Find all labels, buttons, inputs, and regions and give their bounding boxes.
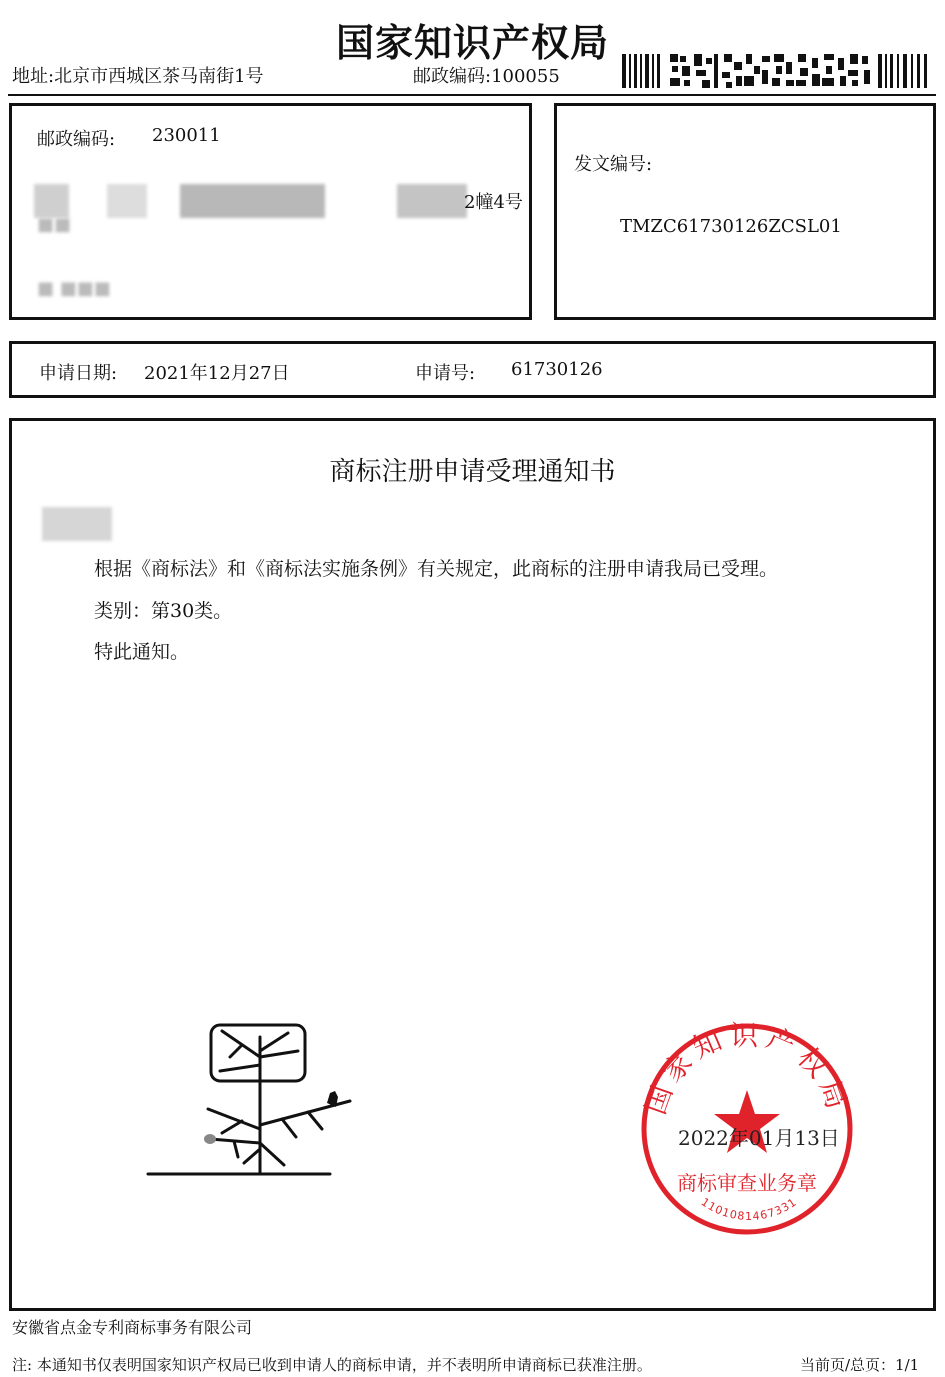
application-number-value: 61730126 [511,359,603,380]
barcode-icon [622,52,928,90]
svg-text:1101081467331 [699,1195,800,1223]
trademark-logo-icon [138,1017,378,1183]
document-number-value: TMZC61730126ZCSL01 [620,216,842,237]
document-number-label: 发文编号: [574,154,653,175]
application-info-box [9,341,936,398]
document-number-box [554,103,936,320]
footer-note: 注: 本通知书仅表明国家知识产权局已收到申请人的商标申请，并不表明所申请商标已获准注册。 [12,1356,652,1374]
recipient-postal-label: 邮政编码: [37,129,116,150]
application-date-label: 申请日期: [39,363,118,384]
redacted-applicant [42,507,112,541]
seal-serial: 1101081467331 [698,1195,800,1223]
seal-outer-text: 国家知识产权局 [638,1020,856,1119]
office-title: 国家知识产权局 [335,20,609,65]
recipient-address-tail: 2幢4号 [464,192,523,213]
redacted-line: ■ ■■■ [37,278,111,299]
header-divider [8,94,936,96]
agency-name: 安徽省点金专利商标事务有限公司 [12,1318,253,1337]
seal-inner-text: 商标审查业务章 [677,1171,817,1195]
redacted-block [107,184,147,218]
redacted-block [34,184,69,218]
redacted-block [397,184,467,218]
redacted-line: ■■ [37,214,72,235]
issue-date: 2022年01月13日 [678,1126,840,1150]
notice-body: 根据《商标法》和《商标法实施条例》有关规定，此商标的注册申请我局已受理。 [94,558,779,580]
recipient-postal-value: 230011 [152,125,221,146]
application-number-label: 申请号: [415,363,476,384]
office-postal-code: 邮政编码:100055 [413,66,560,87]
application-date-value: 2021年12月27日 [144,363,290,384]
notice-class: 类别：第30类。 [94,600,233,622]
redacted-block [180,184,325,218]
recipient-box [9,103,532,320]
notice-closing: 特此通知。 [94,641,190,663]
notice-title: 商标注册申请受理通知书 [329,457,616,487]
office-address: 地址:北京市西城区茶马南街1号 [12,66,264,87]
page-indicator: 当前页/总页：1/1 [800,1356,920,1374]
